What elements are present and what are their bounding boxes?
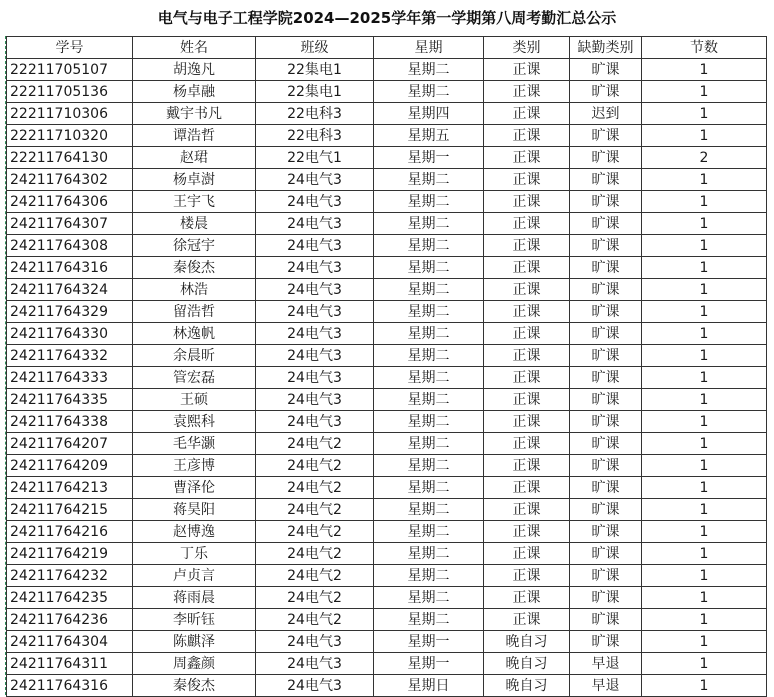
cell-category: 正课 bbox=[484, 235, 570, 257]
cell-weekday: 星期二 bbox=[374, 609, 484, 631]
cell-class: 22电气1 bbox=[256, 147, 374, 169]
cell-name: 秦俊杰 bbox=[133, 257, 256, 279]
col-header-periods: 节数 bbox=[642, 37, 767, 59]
cell-name: 谭浩哲 bbox=[133, 125, 256, 147]
cell-student-id: 24211764324 bbox=[7, 279, 133, 301]
cell-absence-type: 旷课 bbox=[570, 257, 642, 279]
page-title: 电气与电子工程学院2024—2025学年第一学期第八周考勤汇总公示 bbox=[157, 9, 617, 27]
cell-periods: 1 bbox=[642, 235, 767, 257]
cell-student-id: 24211764209 bbox=[7, 455, 133, 477]
cell-weekday: 星期一 bbox=[374, 631, 484, 653]
cell-student-id: 24211764329 bbox=[7, 301, 133, 323]
cell-student-id: 24211764332 bbox=[7, 345, 133, 367]
cell-student-id: 24211764330 bbox=[7, 323, 133, 345]
cell-name: 戴宇书凡 bbox=[133, 103, 256, 125]
col-header-absence-type: 缺勤类别 bbox=[570, 37, 642, 59]
cell-class: 24电气2 bbox=[256, 521, 374, 543]
cell-name: 秦俊杰 bbox=[133, 675, 256, 697]
cell-periods: 1 bbox=[642, 631, 767, 653]
cell-periods: 1 bbox=[642, 125, 767, 147]
cell-class: 24电气3 bbox=[256, 653, 374, 675]
cell-absence-type: 旷课 bbox=[570, 345, 642, 367]
cell-name: 林浩 bbox=[133, 279, 256, 301]
cell-class: 22集电1 bbox=[256, 81, 374, 103]
cell-weekday: 星期四 bbox=[374, 103, 484, 125]
header-row bbox=[7, 37, 767, 59]
table-row bbox=[7, 81, 767, 103]
cell-class: 24电气2 bbox=[256, 455, 374, 477]
table-row bbox=[7, 631, 767, 653]
cell-category: 正课 bbox=[484, 323, 570, 345]
attendance-table bbox=[6, 36, 767, 697]
cell-periods: 1 bbox=[642, 367, 767, 389]
col-header-category: 类别 bbox=[484, 37, 570, 59]
cell-student-id: 24211764207 bbox=[7, 433, 133, 455]
cell-periods: 1 bbox=[642, 323, 767, 345]
cell-name: 袁熙科 bbox=[133, 411, 256, 433]
cell-name: 丁乐 bbox=[133, 543, 256, 565]
cell-student-id: 24211764215 bbox=[7, 499, 133, 521]
cell-category: 正课 bbox=[484, 609, 570, 631]
cell-class: 24电气2 bbox=[256, 565, 374, 587]
cell-absence-type: 旷课 bbox=[570, 301, 642, 323]
table-row bbox=[7, 587, 767, 609]
cell-category: 正课 bbox=[484, 257, 570, 279]
cell-student-id: 24211764338 bbox=[7, 411, 133, 433]
cell-category: 正课 bbox=[484, 191, 570, 213]
cell-category: 正课 bbox=[484, 367, 570, 389]
cell-name: 曹泽伦 bbox=[133, 477, 256, 499]
cell-periods: 1 bbox=[642, 609, 767, 631]
cell-absence-type: 旷课 bbox=[570, 389, 642, 411]
cell-name: 留浩哲 bbox=[133, 301, 256, 323]
cell-absence-type: 旷课 bbox=[570, 279, 642, 301]
cell-periods: 1 bbox=[642, 59, 767, 81]
cell-name: 赵博逸 bbox=[133, 521, 256, 543]
cell-name: 余晨昕 bbox=[133, 345, 256, 367]
cell-name: 杨卓融 bbox=[133, 81, 256, 103]
cell-absence-type: 旷课 bbox=[570, 59, 642, 81]
cell-periods: 1 bbox=[642, 565, 767, 587]
cell-class: 24电气3 bbox=[256, 631, 374, 653]
table-row bbox=[7, 323, 767, 345]
cell-weekday: 星期二 bbox=[374, 169, 484, 191]
cell-periods: 1 bbox=[642, 257, 767, 279]
cell-student-id: 24211764219 bbox=[7, 543, 133, 565]
cell-name: 林逸帆 bbox=[133, 323, 256, 345]
cell-periods: 1 bbox=[642, 191, 767, 213]
cell-weekday: 星期二 bbox=[374, 235, 484, 257]
table-row bbox=[7, 521, 767, 543]
cell-periods: 1 bbox=[642, 103, 767, 125]
cell-name: 毛华灏 bbox=[133, 433, 256, 455]
table-row bbox=[7, 147, 767, 169]
cell-periods: 1 bbox=[642, 81, 767, 103]
cell-student-id: 22211705136 bbox=[7, 81, 133, 103]
cell-name: 胡逸凡 bbox=[133, 59, 256, 81]
cell-class: 24电气2 bbox=[256, 587, 374, 609]
cell-absence-type: 旷课 bbox=[570, 631, 642, 653]
cell-absence-type: 迟到 bbox=[570, 103, 642, 125]
cell-periods: 1 bbox=[642, 345, 767, 367]
cell-periods: 1 bbox=[642, 213, 767, 235]
cell-weekday: 星期二 bbox=[374, 455, 484, 477]
cell-weekday: 星期一 bbox=[374, 147, 484, 169]
cell-absence-type: 旷课 bbox=[570, 235, 642, 257]
cell-absence-type: 旷课 bbox=[570, 499, 642, 521]
cell-name: 王硕 bbox=[133, 389, 256, 411]
table-row bbox=[7, 103, 767, 125]
table-row bbox=[7, 213, 767, 235]
cell-name: 陈麒泽 bbox=[133, 631, 256, 653]
table-row bbox=[7, 279, 767, 301]
cell-class: 22电科3 bbox=[256, 125, 374, 147]
cell-category: 正课 bbox=[484, 499, 570, 521]
cell-periods: 1 bbox=[642, 521, 767, 543]
cell-weekday: 星期一 bbox=[374, 653, 484, 675]
table-row bbox=[7, 499, 767, 521]
cell-student-id: 24211764304 bbox=[7, 631, 133, 653]
cell-category: 正课 bbox=[484, 587, 570, 609]
cell-periods: 1 bbox=[642, 499, 767, 521]
cell-periods: 1 bbox=[642, 675, 767, 697]
col-header-class: 班级 bbox=[256, 37, 374, 59]
cell-weekday: 星期二 bbox=[374, 279, 484, 301]
cell-student-id: 24211764302 bbox=[7, 169, 133, 191]
cell-name: 卢贞言 bbox=[133, 565, 256, 587]
cell-category: 正课 bbox=[484, 345, 570, 367]
cell-category: 正课 bbox=[484, 125, 570, 147]
cell-periods: 1 bbox=[642, 455, 767, 477]
cell-name: 管宏磊 bbox=[133, 367, 256, 389]
cell-class: 22电科3 bbox=[256, 103, 374, 125]
cell-student-id: 22211710320 bbox=[7, 125, 133, 147]
cell-class: 24电气3 bbox=[256, 279, 374, 301]
cell-name: 蒋雨晨 bbox=[133, 587, 256, 609]
table-body bbox=[7, 59, 767, 697]
cell-category: 正课 bbox=[484, 521, 570, 543]
cell-weekday: 星期二 bbox=[374, 433, 484, 455]
table-row bbox=[7, 367, 767, 389]
cell-class: 24电气3 bbox=[256, 411, 374, 433]
cell-class: 24电气3 bbox=[256, 301, 374, 323]
cell-absence-type: 早退 bbox=[570, 675, 642, 697]
cell-category: 正课 bbox=[484, 389, 570, 411]
cell-name: 蒋昊阳 bbox=[133, 499, 256, 521]
cell-category: 正课 bbox=[484, 81, 570, 103]
cell-category: 正课 bbox=[484, 477, 570, 499]
cell-absence-type: 旷课 bbox=[570, 587, 642, 609]
cell-periods: 2 bbox=[642, 147, 767, 169]
cell-category: 晚自习 bbox=[484, 675, 570, 697]
cell-absence-type: 旷课 bbox=[570, 565, 642, 587]
cell-weekday: 星期二 bbox=[374, 301, 484, 323]
table-row bbox=[7, 59, 767, 81]
cell-name: 周鑫颜 bbox=[133, 653, 256, 675]
cell-student-id: 24211764311 bbox=[7, 653, 133, 675]
cell-category: 正课 bbox=[484, 565, 570, 587]
cell-student-id: 24211764235 bbox=[7, 587, 133, 609]
cell-category: 正课 bbox=[484, 59, 570, 81]
cell-weekday: 星期二 bbox=[374, 81, 484, 103]
table-row bbox=[7, 477, 767, 499]
cell-class: 24电气2 bbox=[256, 499, 374, 521]
cell-weekday: 星期二 bbox=[374, 389, 484, 411]
table-row bbox=[7, 169, 767, 191]
cell-weekday: 星期二 bbox=[374, 543, 484, 565]
cell-student-id: 24211764316 bbox=[7, 257, 133, 279]
cell-class: 24电气3 bbox=[256, 675, 374, 697]
cell-class: 24电气3 bbox=[256, 257, 374, 279]
cell-absence-type: 旷课 bbox=[570, 191, 642, 213]
cell-absence-type: 旷课 bbox=[570, 169, 642, 191]
table-row bbox=[7, 389, 767, 411]
table-row bbox=[7, 125, 767, 147]
cell-weekday: 星期二 bbox=[374, 411, 484, 433]
cell-periods: 1 bbox=[642, 543, 767, 565]
col-header-name: 姓名 bbox=[133, 37, 256, 59]
cell-student-id: 24211764333 bbox=[7, 367, 133, 389]
cell-class: 24电气3 bbox=[256, 169, 374, 191]
cell-periods: 1 bbox=[642, 411, 767, 433]
cell-periods: 1 bbox=[642, 587, 767, 609]
cell-weekday: 星期二 bbox=[374, 213, 484, 235]
cell-class: 22集电1 bbox=[256, 59, 374, 81]
cell-class: 24电气3 bbox=[256, 345, 374, 367]
cell-student-id: 22211705107 bbox=[7, 59, 133, 81]
table-row bbox=[7, 411, 767, 433]
cell-absence-type: 旷课 bbox=[570, 411, 642, 433]
table-row bbox=[7, 543, 767, 565]
cell-class: 24电气3 bbox=[256, 191, 374, 213]
cell-absence-type: 旷课 bbox=[570, 609, 642, 631]
cell-name: 王宇飞 bbox=[133, 191, 256, 213]
table-row bbox=[7, 301, 767, 323]
cell-student-id: 24211764307 bbox=[7, 213, 133, 235]
cell-student-id: 24211764308 bbox=[7, 235, 133, 257]
cell-category: 正课 bbox=[484, 455, 570, 477]
cell-absence-type: 旷课 bbox=[570, 323, 642, 345]
cell-category: 正课 bbox=[484, 543, 570, 565]
cell-weekday: 星期二 bbox=[374, 499, 484, 521]
cell-student-id: 24211764232 bbox=[7, 565, 133, 587]
cell-name: 楼晨 bbox=[133, 213, 256, 235]
cell-weekday: 星期二 bbox=[374, 323, 484, 345]
cell-category: 正课 bbox=[484, 147, 570, 169]
cell-periods: 1 bbox=[642, 477, 767, 499]
table-row bbox=[7, 235, 767, 257]
cell-class: 24电气2 bbox=[256, 433, 374, 455]
cell-class: 24电气2 bbox=[256, 609, 374, 631]
cell-weekday: 星期二 bbox=[374, 367, 484, 389]
cell-periods: 1 bbox=[642, 389, 767, 411]
cell-class: 24电气3 bbox=[256, 367, 374, 389]
table-row bbox=[7, 345, 767, 367]
cell-category: 正课 bbox=[484, 411, 570, 433]
table-row bbox=[7, 675, 767, 697]
cell-absence-type: 旷课 bbox=[570, 213, 642, 235]
cell-student-id: 22211764130 bbox=[7, 147, 133, 169]
cell-category: 正课 bbox=[484, 169, 570, 191]
cell-student-id: 22211710306 bbox=[7, 103, 133, 125]
cell-student-id: 24211764216 bbox=[7, 521, 133, 543]
cell-periods: 1 bbox=[642, 301, 767, 323]
cell-category: 正课 bbox=[484, 301, 570, 323]
cell-absence-type: 旷课 bbox=[570, 477, 642, 499]
cell-weekday: 星期二 bbox=[374, 565, 484, 587]
cell-class: 24电气2 bbox=[256, 543, 374, 565]
cell-class: 24电气3 bbox=[256, 213, 374, 235]
cell-absence-type: 旷课 bbox=[570, 455, 642, 477]
cell-periods: 1 bbox=[642, 433, 767, 455]
cell-student-id: 24211764213 bbox=[7, 477, 133, 499]
cell-weekday: 星期二 bbox=[374, 345, 484, 367]
cell-category: 正课 bbox=[484, 433, 570, 455]
cell-category: 正课 bbox=[484, 279, 570, 301]
cell-name: 李昕钰 bbox=[133, 609, 256, 631]
cell-name: 王彦博 bbox=[133, 455, 256, 477]
table-row bbox=[7, 433, 767, 455]
cell-periods: 1 bbox=[642, 653, 767, 675]
cell-weekday: 星期二 bbox=[374, 191, 484, 213]
table-row bbox=[7, 609, 767, 631]
cell-category: 正课 bbox=[484, 103, 570, 125]
cell-student-id: 24211764306 bbox=[7, 191, 133, 213]
cell-class: 24电气2 bbox=[256, 477, 374, 499]
table-row bbox=[7, 565, 767, 587]
cell-category: 晚自习 bbox=[484, 631, 570, 653]
cell-class: 24电气3 bbox=[256, 389, 374, 411]
cell-absence-type: 旷课 bbox=[570, 147, 642, 169]
cell-weekday: 星期二 bbox=[374, 521, 484, 543]
cell-class: 24电气3 bbox=[256, 235, 374, 257]
cell-weekday: 星期二 bbox=[374, 257, 484, 279]
cell-weekday: 星期五 bbox=[374, 125, 484, 147]
table-row bbox=[7, 653, 767, 675]
cell-name: 徐冠宇 bbox=[133, 235, 256, 257]
cell-weekday: 星期二 bbox=[374, 587, 484, 609]
cell-name: 赵珺 bbox=[133, 147, 256, 169]
cell-periods: 1 bbox=[642, 279, 767, 301]
col-header-student-id: 学号 bbox=[7, 37, 133, 59]
cell-absence-type: 旷课 bbox=[570, 521, 642, 543]
table-row bbox=[7, 257, 767, 279]
cell-name: 杨卓澍 bbox=[133, 169, 256, 191]
cell-weekday: 星期日 bbox=[374, 675, 484, 697]
cell-absence-type: 旷课 bbox=[570, 367, 642, 389]
cell-periods: 1 bbox=[642, 169, 767, 191]
cell-absence-type: 早退 bbox=[570, 653, 642, 675]
cell-weekday: 星期二 bbox=[374, 59, 484, 81]
table-row bbox=[7, 455, 767, 477]
cell-absence-type: 旷课 bbox=[570, 81, 642, 103]
cell-absence-type: 旷课 bbox=[570, 125, 642, 147]
cell-weekday: 星期二 bbox=[374, 477, 484, 499]
cell-student-id: 24211764316 bbox=[7, 675, 133, 697]
cell-category: 正课 bbox=[484, 213, 570, 235]
col-header-weekday: 星期 bbox=[374, 37, 484, 59]
cell-absence-type: 旷课 bbox=[570, 543, 642, 565]
cell-student-id: 24211764335 bbox=[7, 389, 133, 411]
cell-absence-type: 旷课 bbox=[570, 433, 642, 455]
cell-category: 晚自习 bbox=[484, 653, 570, 675]
cell-class: 24电气3 bbox=[256, 323, 374, 345]
cell-student-id: 24211764236 bbox=[7, 609, 133, 631]
table-row bbox=[7, 191, 767, 213]
